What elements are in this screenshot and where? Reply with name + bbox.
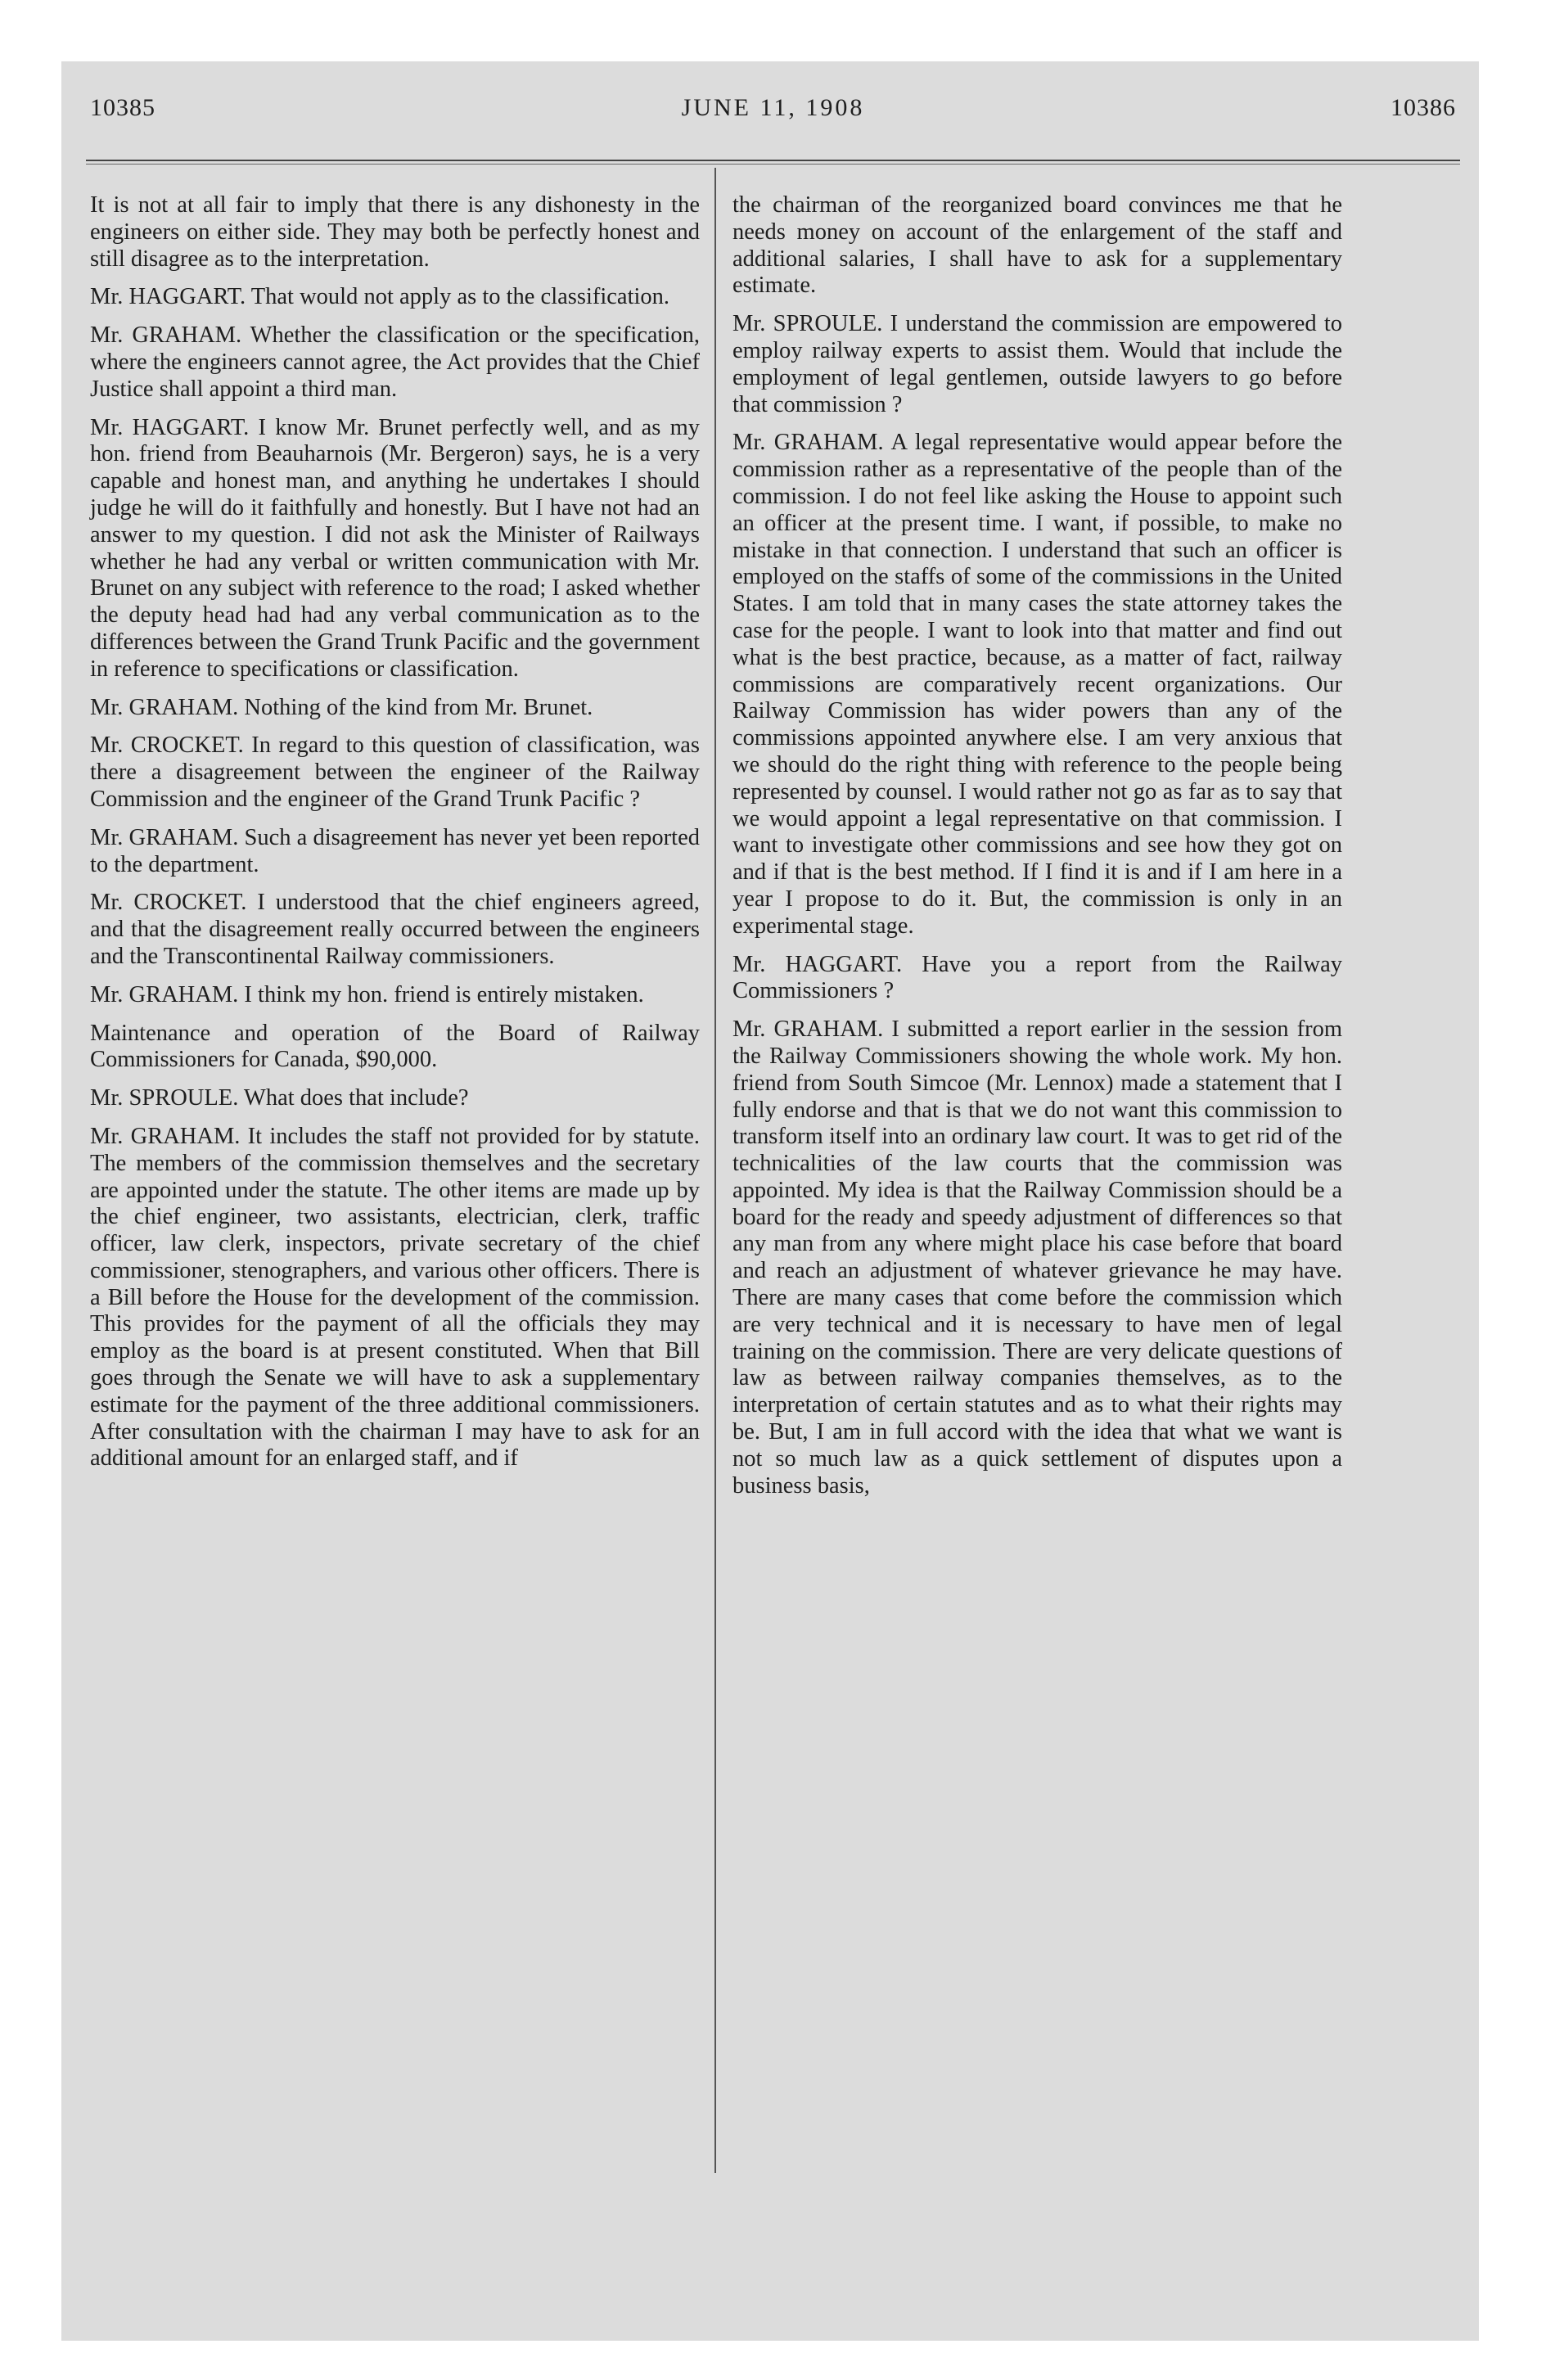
page-header (90, 94, 1456, 143)
paragraph: Mr. SPROULE. What does that include? (90, 1085, 469, 1111)
paragraph: Mr. HAGGART. Have you a report from the Railway Commissioners ? (732, 951, 1342, 1004)
paragraph: Mr. GRAHAM. Such a disagreement has never yet been reported to the department. (90, 824, 700, 877)
paragraph: Mr. CROCKET. I understood that the chief engineers agreed, and that the disagreement really occurred between the engineers and the Transcontinental Railway commissioners. (90, 890, 700, 969)
column-divider (714, 168, 716, 2173)
paragraph: Mr. CROCKET. In regard to this question of classification, was there a disagreement between the engineer of the Railway Commission and the engineer of the Grand Trunk Pacific ? (90, 732, 700, 812)
page-number-right: 10386 (1390, 94, 1456, 121)
estimate-item: Maintenance and operation of the Board of Railway Commissioners for Canada, $90,000. (90, 1020, 700, 1073)
page-number-left: 10385 (90, 94, 156, 121)
paragraph: Mr. GRAHAM. It includes the staff not provided for by statute. The members of the commission themselves and the secretary are appointed under the statute. The other items are made up by the chief engineer, two assistants, electrician, clerk, traffic officer, law clerk, inspectors, private secretary of the chief commissioner, stenographers, and various other officers. There is a Bill before the House for the development of the commission. This provides for the payment of all the officials they may employ as the board is at present constituted. When that Bill goes through the Senate we will have to ask a supplementary estimate for the payment of the three additional commissioners. After consultation with the chairman I may have to ask for an additional amount for an enlarged staff, and if (90, 1123, 700, 1472)
paragraph: Mr. GRAHAM. A legal representative would appear before the commission rather as a representative of the people than of the commission. I do not feel like asking the House to appoint such an officer at the present time. I want, if possible, to make no mistake in that connection. I understand that such an officer is employed on the staffs of some of the commissions in the United States. I am told that in many cases the state attorney takes the case for the people. I want to look into that matter and find out what is the best practice, because, as a matter of fact, railway commissions are comparatively recent organizations. Our Railway Commission has wider powers than any of the commissions appointed anywhere else. I am very anxious that we should do the right thing with reference to the people being represented by counsel. I would rather not go as far as to say that we would appoint a legal representative on that commission. I want to investigate other commissions and see how they got on and if that is the best method. If I find it is and if I am here in a year I propose to do it. But, the commission is only in an experimental stage. (732, 430, 1342, 939)
left-column (90, 192, 700, 1484)
paragraph: Mr. HAGGART. I know Mr. Brunet perfectly well, and as my hon. friend from Beauharnois (Mr. Bergeron) says, he is a very capable and honest man, and anything he undertakes I should judge he will do it faithfully and honestly. But I have not had an answer to my question. I did not ask the Minister of Railways whether he had any verbal or written communication with Mr. Brunet on any subject with reference to the road; I asked whether the deputy head had had any verbal communication as to the differences between the Grand Trunk Pacific and the government in reference to specifications or classification. (90, 414, 700, 682)
paragraph: It is not at all fair to imply that there is any dishonesty in the engineers on either side. They may both be perfectly honest and still disagree as to the interpretation. (90, 192, 700, 272)
page-date: JUNE 11, 1908 (681, 94, 865, 121)
paragraph: Mr. GRAHAM. I think my hon. friend is entirely mistaken. (90, 981, 644, 1007)
paragraph: Mr. GRAHAM. I submitted a report earlier in the session from the Railway Commissioners showing the whole work. My hon. friend from South Simcoe (Mr. Lennox) made a statement that I fully endorse and that is that we do not want this commission to transform itself into an ordinary law court. It was to get rid of the technicalities of the law courts that the commission was appointed. My idea is that the Railway Commission should be a board for the ready and speedy adjustment of differences so that any man from any where might place his case before that board and reach an adjustment of whatever grievance he may have. There are many cases that come before the commission which are very technical and it is necessary to have men of legal training on the commission. There are very delicate questions of law as between railway companies themselves, as to the interpretation of certain statutes and as to what their rights may be. But, I am in full accord with the idea that what we want is not so much law as a quick settlement of disputes upon a business basis, (732, 1016, 1342, 1499)
paragraph: the chairman of the reorganized board convinces me that he needs money on account of the enlargement of the staff and additional salaries, I shall have to ask for a supplementary estimate. (732, 192, 1342, 299)
header-rule (86, 160, 1460, 165)
paragraph: Mr. GRAHAM. Whether the classification or the specification, where the engineers cannot agree, the Act provides that the Chief Justice shall appoint a third man. (90, 322, 700, 402)
paragraph: Mr. HAGGART. That would not apply as to the classification. (90, 284, 670, 310)
paragraph: Mr. SPROULE. I understand the commission are empowered to employ railway experts to assist them. Would that include the employment of legal gentlemen, outside lawyers to go before that commission ? (732, 311, 1342, 417)
paragraph: Mr. GRAHAM. Nothing of the kind from Mr. Brunet. (90, 694, 593, 720)
right-column (732, 192, 1342, 1511)
